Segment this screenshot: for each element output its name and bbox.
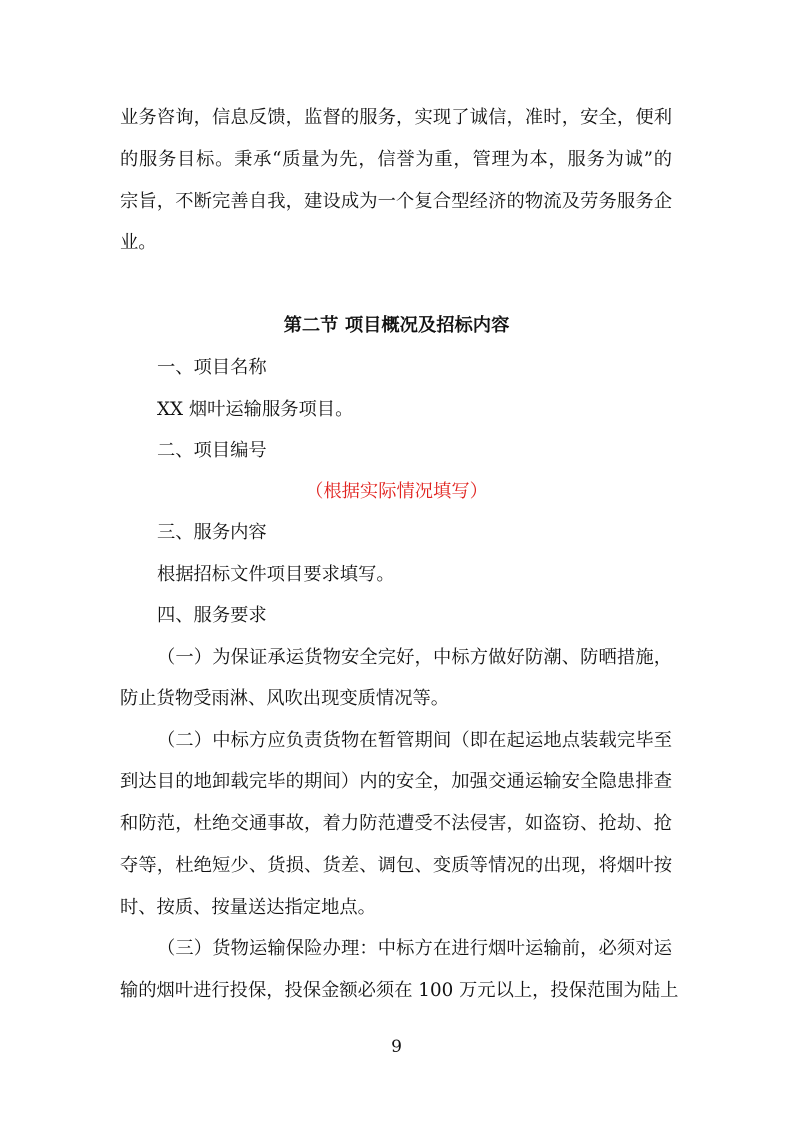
item-heading: 三、服务内容 — [157, 522, 267, 543]
item-text: 根据招标文件项目要求填写。 — [157, 564, 395, 585]
item-heading: 四、服务要求 — [157, 605, 267, 626]
paragraph-line: 时、按质、按量送达指定地点。 — [120, 897, 376, 918]
paragraph-line: 夺等，杜绝短少、货损、货差、调包、变质等情况的出现，将烟叶按 — [120, 855, 672, 876]
paragraph-line: 防止货物受雨淋、风吹出现变质情况等。 — [120, 688, 450, 709]
paragraph-line: 和防范，杜绝交通事故，着力防范遭受不法侵害，如盗窃、抢劫、抢 — [120, 813, 672, 834]
item-text: XX 烟叶运输服务项目。 — [157, 399, 354, 420]
paragraph-line: （二）中标方应负责货物在暂管期间（即在起运地点装载完毕至 — [157, 730, 672, 751]
item-heading: 一、项目名称 — [157, 357, 267, 378]
paragraph-line: 输的烟叶进行投保，投保金额必须在 100 万元以上，投保范围为陆上 — [120, 980, 679, 1001]
section-title: 第二节 项目概况及招标内容 — [283, 315, 510, 336]
paragraph-line: （一）为保证承运货物安全完好，中标方做好防潮、防晒措施， — [157, 647, 672, 668]
item-heading: 二、项目编号 — [157, 440, 267, 461]
paragraph-line: 的服务目标。秉承“质量为先，信誉为重，管理为本，服务为诚”的 — [120, 149, 672, 170]
paragraph-line: 到达目的地卸载完毕的期间）内的安全，加强交通运输安全隐患排查 — [120, 771, 672, 792]
page-number: 9 — [391, 1037, 402, 1057]
paragraph-line: 业。 — [120, 232, 157, 253]
paragraph-line: 业务咨询，信息反馈，监督的服务，实现了诚信，准时，安全，便利 — [120, 107, 672, 128]
paragraph-line: 宗旨，不断完善自我，建设成为一个复合型经济的物流及劳务服务企 — [120, 191, 672, 212]
fill-in-note: （根据实际情况填写） — [305, 481, 488, 502]
paragraph-line: （三）货物运输保险办理：中标方在进行烟叶运输前，必须对运 — [157, 938, 672, 959]
